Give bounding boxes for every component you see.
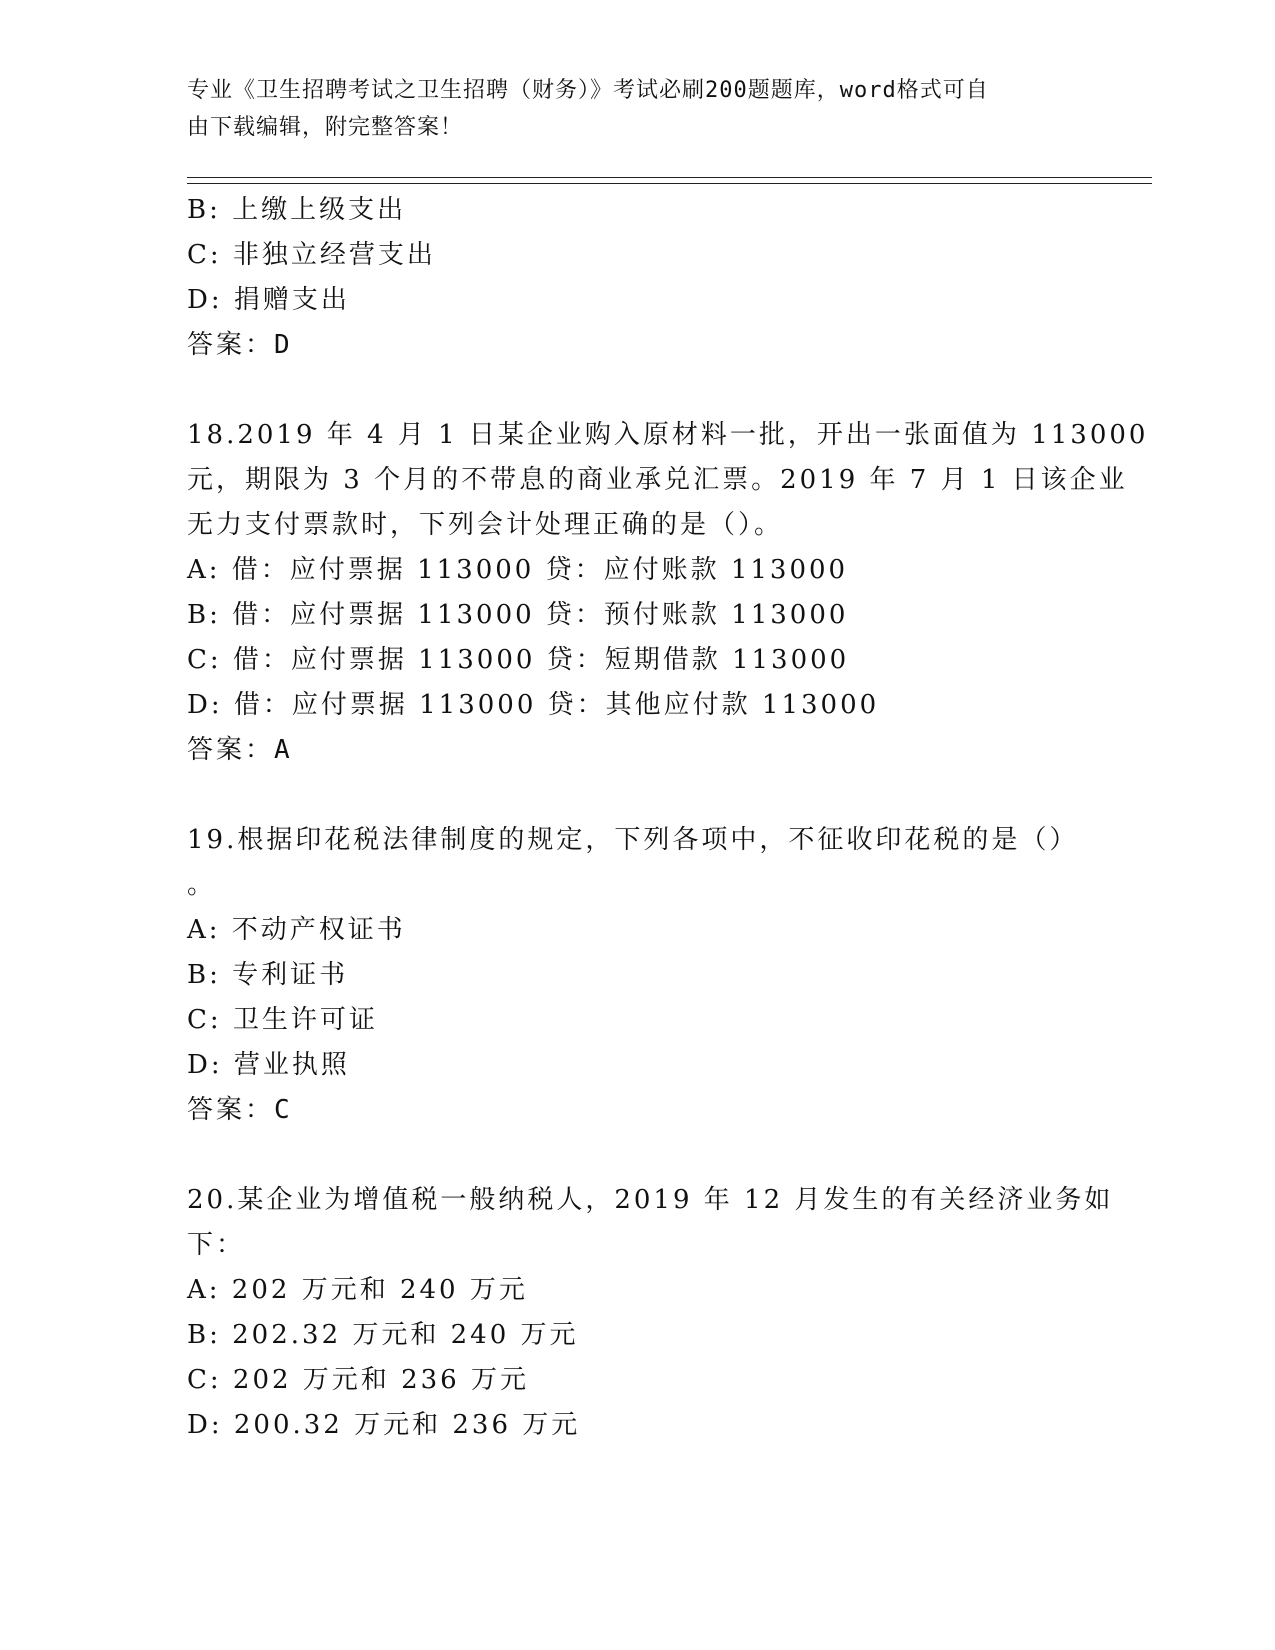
q17-answer-value: D (274, 330, 291, 360)
q20-stem-line-1: 20.某企业为增值税一般纳税人，2019 年 12 月发生的有关经济业务如 (187, 1185, 1114, 1215)
header-line-2: 由下载编辑，附完整答案！ (187, 115, 464, 140)
q18-option-a: A: 借：应付票据 113000 贷：应付账款 113000 (187, 555, 849, 585)
q17-answer-label: 答案： (187, 330, 275, 360)
q19-answer-value: C (274, 1095, 291, 1125)
q18-stem-line-3: 无力支付票款时，下列会计处理正确的是（）。 (187, 510, 784, 540)
q19-option-b: B: 专利证书 (187, 960, 349, 990)
q19-stem-line-1: 19.根据印花税法律制度的规定，下列各项中，不征收印花税的是（） (187, 825, 1079, 855)
q20-option-d: D: 200.32 万元和 236 万元 (187, 1410, 581, 1440)
q18-stem-line-1: 18.2019 年 4 月 1 日某企业购入原材料一批，开出一张面值为 113000 (187, 420, 1149, 450)
q17-option-b: B: 上缴上级支出 (187, 195, 407, 225)
q18-option-c: C: 借：应付票据 113000 贷：短期借款 113000 (187, 645, 850, 675)
page-header (187, 72, 1067, 146)
header-line-1: 专业《卫生招聘考试之卫生招聘（财务）》考试必刷200题题库，word格式可自 (187, 78, 989, 103)
q18-stem-line-2: 元，期限为 3 个月的不带息的商业承兑汇票。2019 年 7 月 1 日该企业 (187, 465, 1128, 495)
q17-option-d: D: 捐赠支出 (187, 285, 350, 315)
q17-answer (187, 322, 291, 368)
q18-answer (187, 727, 291, 773)
q18-answer-value: A (274, 735, 291, 765)
q19-option-c: C: 卫生许可证 (187, 1005, 378, 1035)
q20-stem-line-2: 下： (187, 1230, 246, 1260)
q19-option-a: A: 不动产权证书 (187, 915, 406, 945)
q17-option-c: C: 非独立经营支出 (187, 240, 436, 270)
q20-option-a: A: 202 万元和 240 万元 (187, 1275, 528, 1305)
header-divider-top (187, 177, 1152, 178)
q19-answer-label: 答案： (187, 1095, 275, 1125)
q18-answer-label: 答案： (187, 735, 275, 765)
q19-answer (187, 1087, 291, 1133)
q19-stem-line-2: 。 (187, 870, 217, 900)
q18-option-d: D: 借：应付票据 113000 贷：其他应付款 113000 (187, 690, 880, 720)
q20-option-b: B: 202.32 万元和 240 万元 (187, 1320, 579, 1350)
q19-option-d: D: 营业执照 (187, 1050, 350, 1080)
header-divider-bottom (187, 183, 1152, 184)
q18-option-b: B: 借：应付票据 113000 贷：预付账款 113000 (187, 600, 849, 630)
q20-option-c: C: 202 万元和 236 万元 (187, 1365, 529, 1395)
